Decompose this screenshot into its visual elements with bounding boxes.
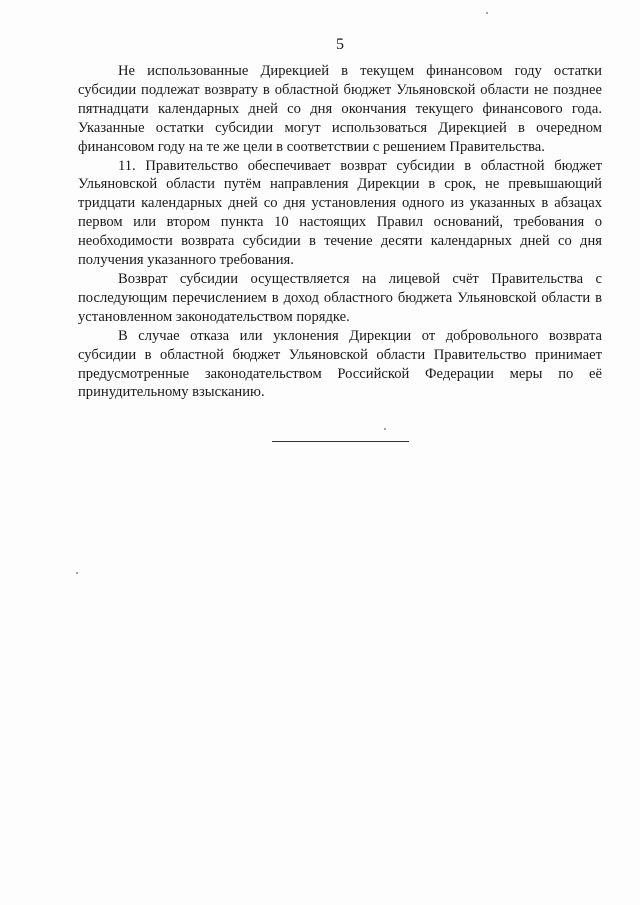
document-body <box>78 62 602 402</box>
paragraph-enforced-collection: В случае отказа или уклонения Дирекции от добровольного возврата субсидии в областной бюджет Ульяновской области Правительство принимает предусмотренные законодательством Российской Федерации меры по её принудительному взысканию. <box>78 327 602 401</box>
closing-line <box>272 441 409 442</box>
paragraph-refund-account: Возврат субсидии осуществляется на лицевой счёт Правительства с последующим перечислением в доход областного бюджета Ульяновской области в установленном законодательством порядке. <box>78 270 602 325</box>
paragraph-unused-balance: Не использованные Дирекцией в текущем финансовом году остатки субсидии подлежат возврату в областной бюджет Ульяновской области не позднее пятнадцати календарных дней со дня окончания текущего финансового года. Указанные остатки субсидии могут использоваться Дирекцией в очередном финансовом году на те же цели в соответствии с решением Правительства. <box>78 63 602 155</box>
scan-speck <box>76 572 78 574</box>
scan-speck <box>384 428 386 430</box>
scan-speck <box>486 12 488 14</box>
page-number: 5 <box>336 36 344 53</box>
paragraph-item-11: 11. Правительство обеспечивает возврат субсидии в областной бюджет Ульяновской области путём направления Дирекции в срок, не превышающий тридцати календарных дней со дня установления одного из указанных в абзацах первом или втором пункта 10 настоящих Правил оснований, требования о необходимости возврата субсидии в течение десяти календарных дней со дня получения указанного требования. <box>78 157 602 269</box>
